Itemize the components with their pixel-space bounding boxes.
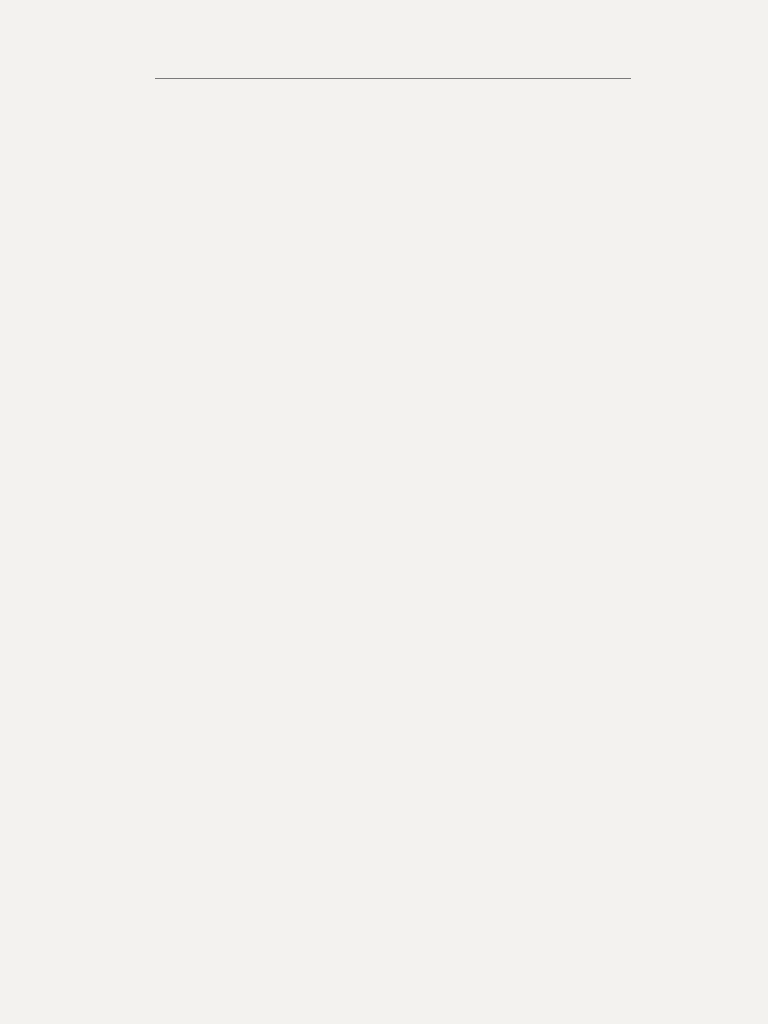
article-subtitle <box>137 146 657 175</box>
header-rule <box>155 78 631 79</box>
